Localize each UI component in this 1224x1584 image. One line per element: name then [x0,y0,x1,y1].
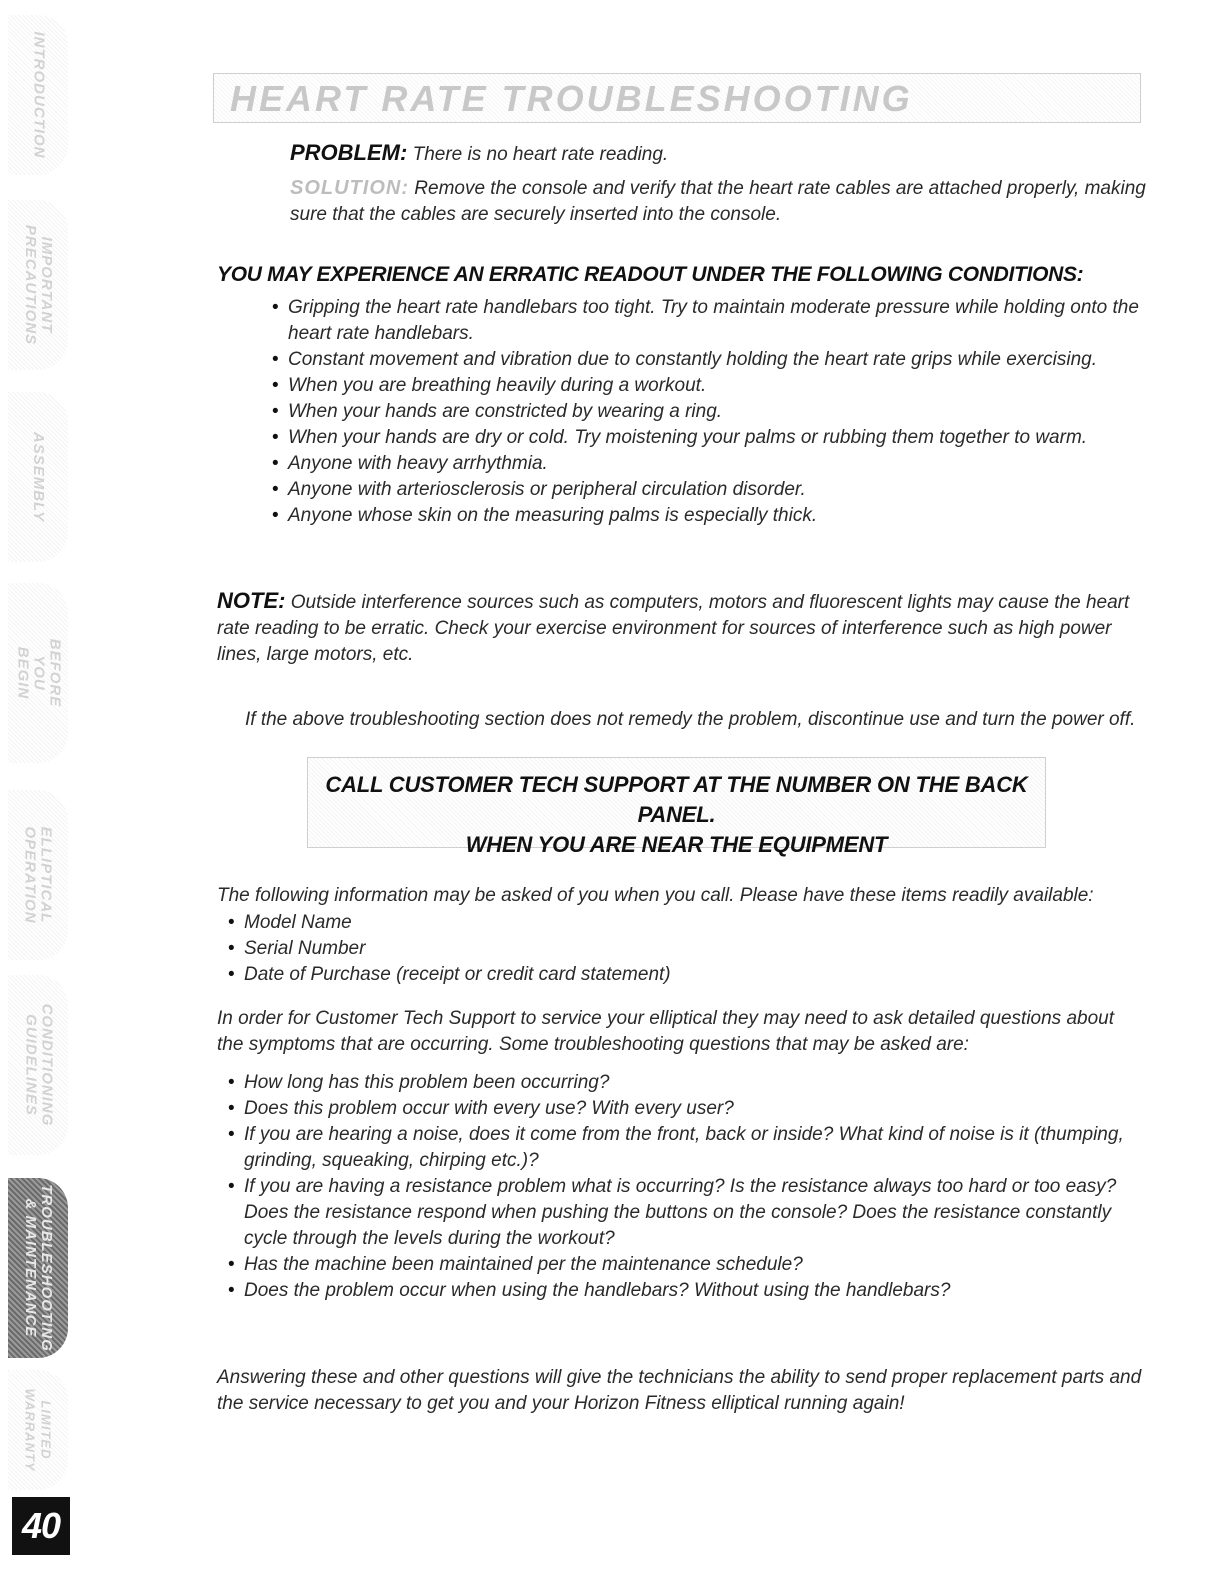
solution-label: SOLUTION: [290,177,409,199]
side-tab-conditioning-guidelines[interactable]: CONDITIONING GUIDELINES [8,975,68,1155]
list-item: • Anyone whose skin on the measuring palms is especially thick. [272,503,1144,529]
note-text: Outside interference sources such as computers, motors and fluorescent lights may cause the heart rate reading to be erratic. Check your exercise environment for sources of interference such as high power lines, large motors, etc. [217,592,1130,665]
solution-block [290,175,1150,228]
list-item: • Gripping the heart rate handlebars too tight. Try to maintain moderate pressure while holding onto the heart rate handlebars. [272,295,1144,347]
list-item: • How long has this problem been occurring? [228,1070,1143,1096]
info-items-list [228,910,1128,988]
list-item: • If you are having a resistance problem what is occurring? Is the resistance always too hard or too easy? Does the resistance respond when pushing the buttons on the console? Does the resistance constantly cycle through the levels during the workout? [228,1174,1143,1252]
list-item: • Has the machine been maintained per the maintenance schedule? [228,1252,1143,1278]
list-item: • Constant movement and vibration due to constantly holding the heart rate grips while exercising. [272,347,1144,373]
list-item: • Does the problem occur when using the handlebars? Without using the handlebars? [228,1278,1143,1304]
side-tab-important-precautions[interactable]: IMPORTANT PRECAUTIONS [8,200,68,370]
problem-label: PROBLEM: [290,140,408,165]
callout-line-1: CALL CUSTOMER TECH SUPPORT AT THE NUMBER ON THE BACK PANEL. [325,772,1028,827]
list-item: • When your hands are constricted by wearing a ring. [272,399,1144,425]
side-tab-introduction[interactable]: INTRODUCTION [8,15,68,175]
closing-text: Answering these and other questions will give the technicians the ability to send proper replacement parts and the service necessary to get you and your Horizon Fitness elliptical running again! [217,1367,1142,1414]
side-tab-limited-warranty[interactable]: LIMITED WARRANTY [8,1370,68,1490]
section-title-banner [213,73,1141,123]
section-title: HEART RATE TROUBLESHOOTING [230,78,913,119]
list-item: • Date of Purchase (receipt or credit card statement) [228,962,1128,988]
page-number: 40 [12,1497,70,1555]
list-item: • Serial Number [228,936,1128,962]
side-tab-elliptical-operation[interactable]: ELLIPTICAL OPERATION [8,790,68,960]
note-label: NOTE: [217,588,286,613]
side-tab-nav [0,0,80,1500]
questions-list [228,1070,1143,1304]
side-tab-assembly[interactable]: ASSEMBLY [8,392,68,562]
problem-block [290,140,1150,168]
questions-intro: In order for Customer Tech Support to service your elliptical they may need to ask detailed questions about the symptoms that are occurring. Some troubleshooting questions that may be asked are: [217,1008,1115,1055]
info-intro: The following information may be asked of you when you call. Please have these items readily available: [217,885,1094,906]
erratic-heading: YOU MAY EXPERIENCE AN ERRATIC READOUT UNDER THE FOLLOWING CONDITIONS: [217,263,1084,286]
list-item: • When you are breathing heavily during a workout. [272,373,1144,399]
list-item: • Model Name [228,910,1128,936]
list-item: • Anyone with heavy arrhythmia. [272,451,1144,477]
list-item: • If you are hearing a noise, does it come from the front, back or inside? What kind of noise is it (thumping, grinding, squeaking, chirping etc.)? [228,1122,1143,1174]
side-tab-troubleshooting-maintenance[interactable]: TROUBLESHOOTING & MAINTENANCE [8,1178,68,1358]
list-item: • Anyone with arteriosclerosis or peripheral circulation disorder. [272,477,1144,503]
side-tab-before-you-begin[interactable]: BEFORE YOU BEGIN [8,583,68,763]
callout-line-2: WHEN YOU ARE NEAR THE EQUIPMENT [465,832,888,857]
tech-support-callout [307,757,1046,857]
remedy-text: If the above troubleshooting section does not remedy the problem, discontinue use and turn the power off. [245,709,1136,730]
list-item: • When your hands are dry or cold. Try moistening your palms or rubbing them together to warm. [272,425,1144,451]
solution-text: Remove the console and verify that the heart rate cables are attached properly, making sure that the cables are securely inserted into the console. [290,178,1146,225]
erratic-conditions-list [272,295,1144,529]
list-item: • Does this problem occur with every use? With every user? [228,1096,1143,1122]
note-block [217,588,1142,668]
problem-text: There is no heart rate reading. [412,144,669,165]
